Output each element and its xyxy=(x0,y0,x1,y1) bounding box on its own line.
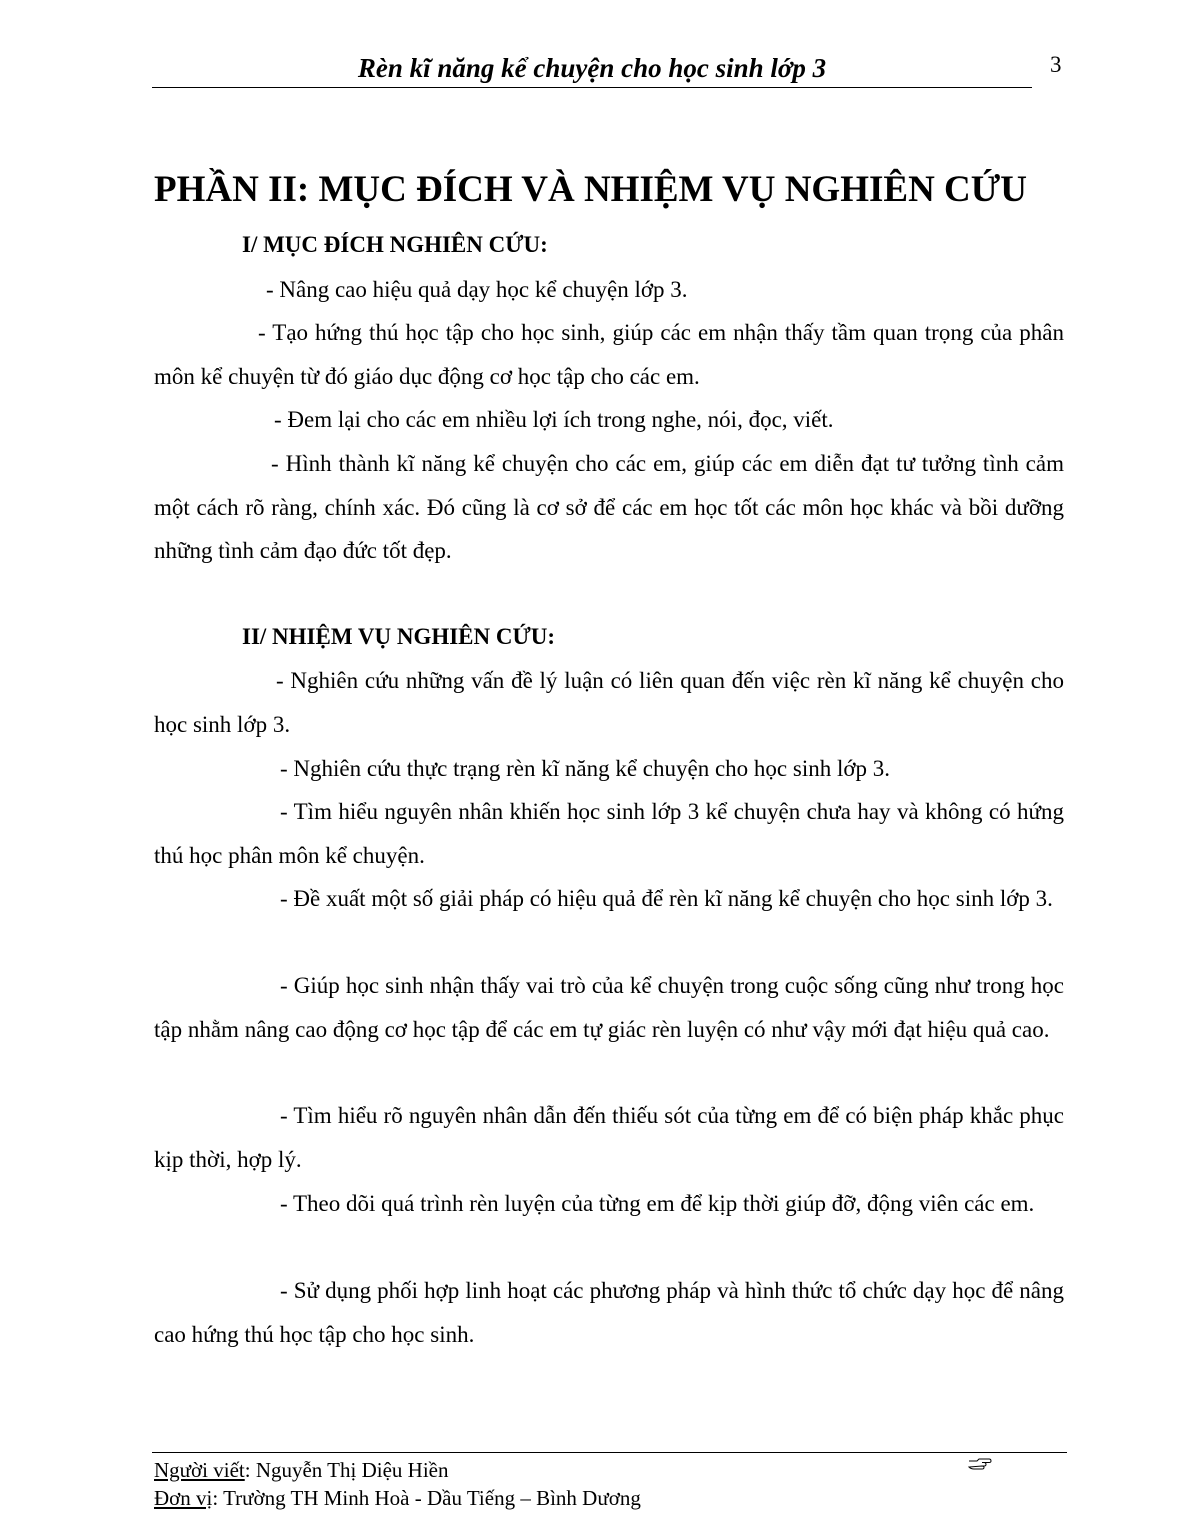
paragraph-text: - Tạo hứng thú học tập cho học sinh, giúp các em nhận thấy tầm quan trọng của phân môn kể chuyện từ đó giáo dục động cơ học tập cho các em. xyxy=(154,320,1064,389)
paragraph xyxy=(154,398,1064,442)
footer-author-label: Người viết xyxy=(154,1458,245,1482)
paragraph-text: - Sử dụng phối hợp linh hoạt các phương pháp và hình thức tổ chức dạy học để nâng cao hứng thú học tập cho học sinh. xyxy=(154,1278,1064,1347)
paragraph-text: - Nghiên cứu thực trạng rèn kĩ năng kể chuyện cho học sinh lớp 3. xyxy=(280,756,891,781)
paragraph-text: - Tìm hiểu rõ nguyên nhân dẫn đến thiếu sót của từng em để có biện pháp khắc phục kịp thời, hợp lý. xyxy=(154,1103,1064,1172)
paragraph xyxy=(154,311,1064,398)
section-heading-tasks: II/ NHIỆM VỤ NGHIÊN CỨU: xyxy=(242,624,556,649)
footer-unit-value: : Trường TH Minh Hoà - Dầu Tiếng – Bình Dương xyxy=(212,1486,641,1510)
paragraph-text: - Hình thành kĩ năng kể chuyện cho các em, giúp các em diễn đạt tư tưởng tình cảm một cách rõ ràng, chính xác. Đó cũng là cơ sở để các em học tốt các môn học khác và bồi dưỡng những tình cảm đạo đức tốt đẹp. xyxy=(154,451,1064,563)
section-heading-purpose: I/ MỤC ĐÍCH NGHIÊN CỨU: xyxy=(242,232,548,257)
paragraph xyxy=(154,659,1064,746)
paragraph-text: - Tìm hiểu nguyên nhân khiến học sinh lớp 3 kể chuyện chưa hay và không có hứng thú học phân môn kể chuyện. xyxy=(154,799,1064,868)
footer-unit-label: Đơn vị xyxy=(154,1486,213,1510)
paragraph-text: - Đem lại cho các em nhiều lợi ích trong nghe, nói, đọc, viết. xyxy=(274,407,834,432)
running-header-title: Rèn kĩ năng kể chuyện cho học sinh lớp 3 xyxy=(357,53,827,83)
header-rule xyxy=(152,87,1032,88)
paragraph xyxy=(154,268,1064,312)
paragraph xyxy=(154,964,1064,1051)
paragraph xyxy=(154,1094,1064,1181)
paragraph xyxy=(154,877,1064,921)
pointing-hand-icon xyxy=(968,1457,992,1471)
footer-unit xyxy=(154,1484,641,1512)
paragraph-text: - Nghiên cứu những vấn đề lý luận có liên quan đến việc rèn kĩ năng kể chuyện cho học sinh lớp 3. xyxy=(154,668,1064,737)
paragraph-text: - Giúp học sinh nhận thấy vai trò của kể chuyện trong cuộc sống cũng như trong học tập nhằm nâng cao động cơ học tập để các em tự giác rèn luyện có như vậy mới đạt hiệu quả cao. xyxy=(154,973,1064,1042)
page-number: 3 xyxy=(1050,52,1062,77)
paragraph-text: - Nâng cao hiệu quả dạy học kể chuyện lớp 3. xyxy=(266,277,688,302)
paragraph xyxy=(154,790,1064,877)
paragraph xyxy=(154,1269,1064,1356)
page-title: PHẦN II: MỤC ĐÍCH VÀ NHIỆM VỤ NGHIÊN CỨU xyxy=(154,169,1027,210)
paragraph xyxy=(154,747,1064,791)
paragraph xyxy=(154,442,1064,573)
paragraph xyxy=(154,1182,1064,1226)
footer-author xyxy=(154,1456,448,1484)
paragraph-text: - Theo dõi quá trình rèn luyện của từng em để kịp thời giúp đỡ, động viên các em. xyxy=(280,1191,1035,1216)
footer-rule xyxy=(152,1452,1067,1453)
footer-author-value: : Nguyễn Thị Diệu Hiền xyxy=(244,1458,449,1482)
paragraph-text: - Đề xuất một số giải pháp có hiệu quả để rèn kĩ năng kể chuyện cho học sinh lớp 3. xyxy=(280,886,1053,911)
